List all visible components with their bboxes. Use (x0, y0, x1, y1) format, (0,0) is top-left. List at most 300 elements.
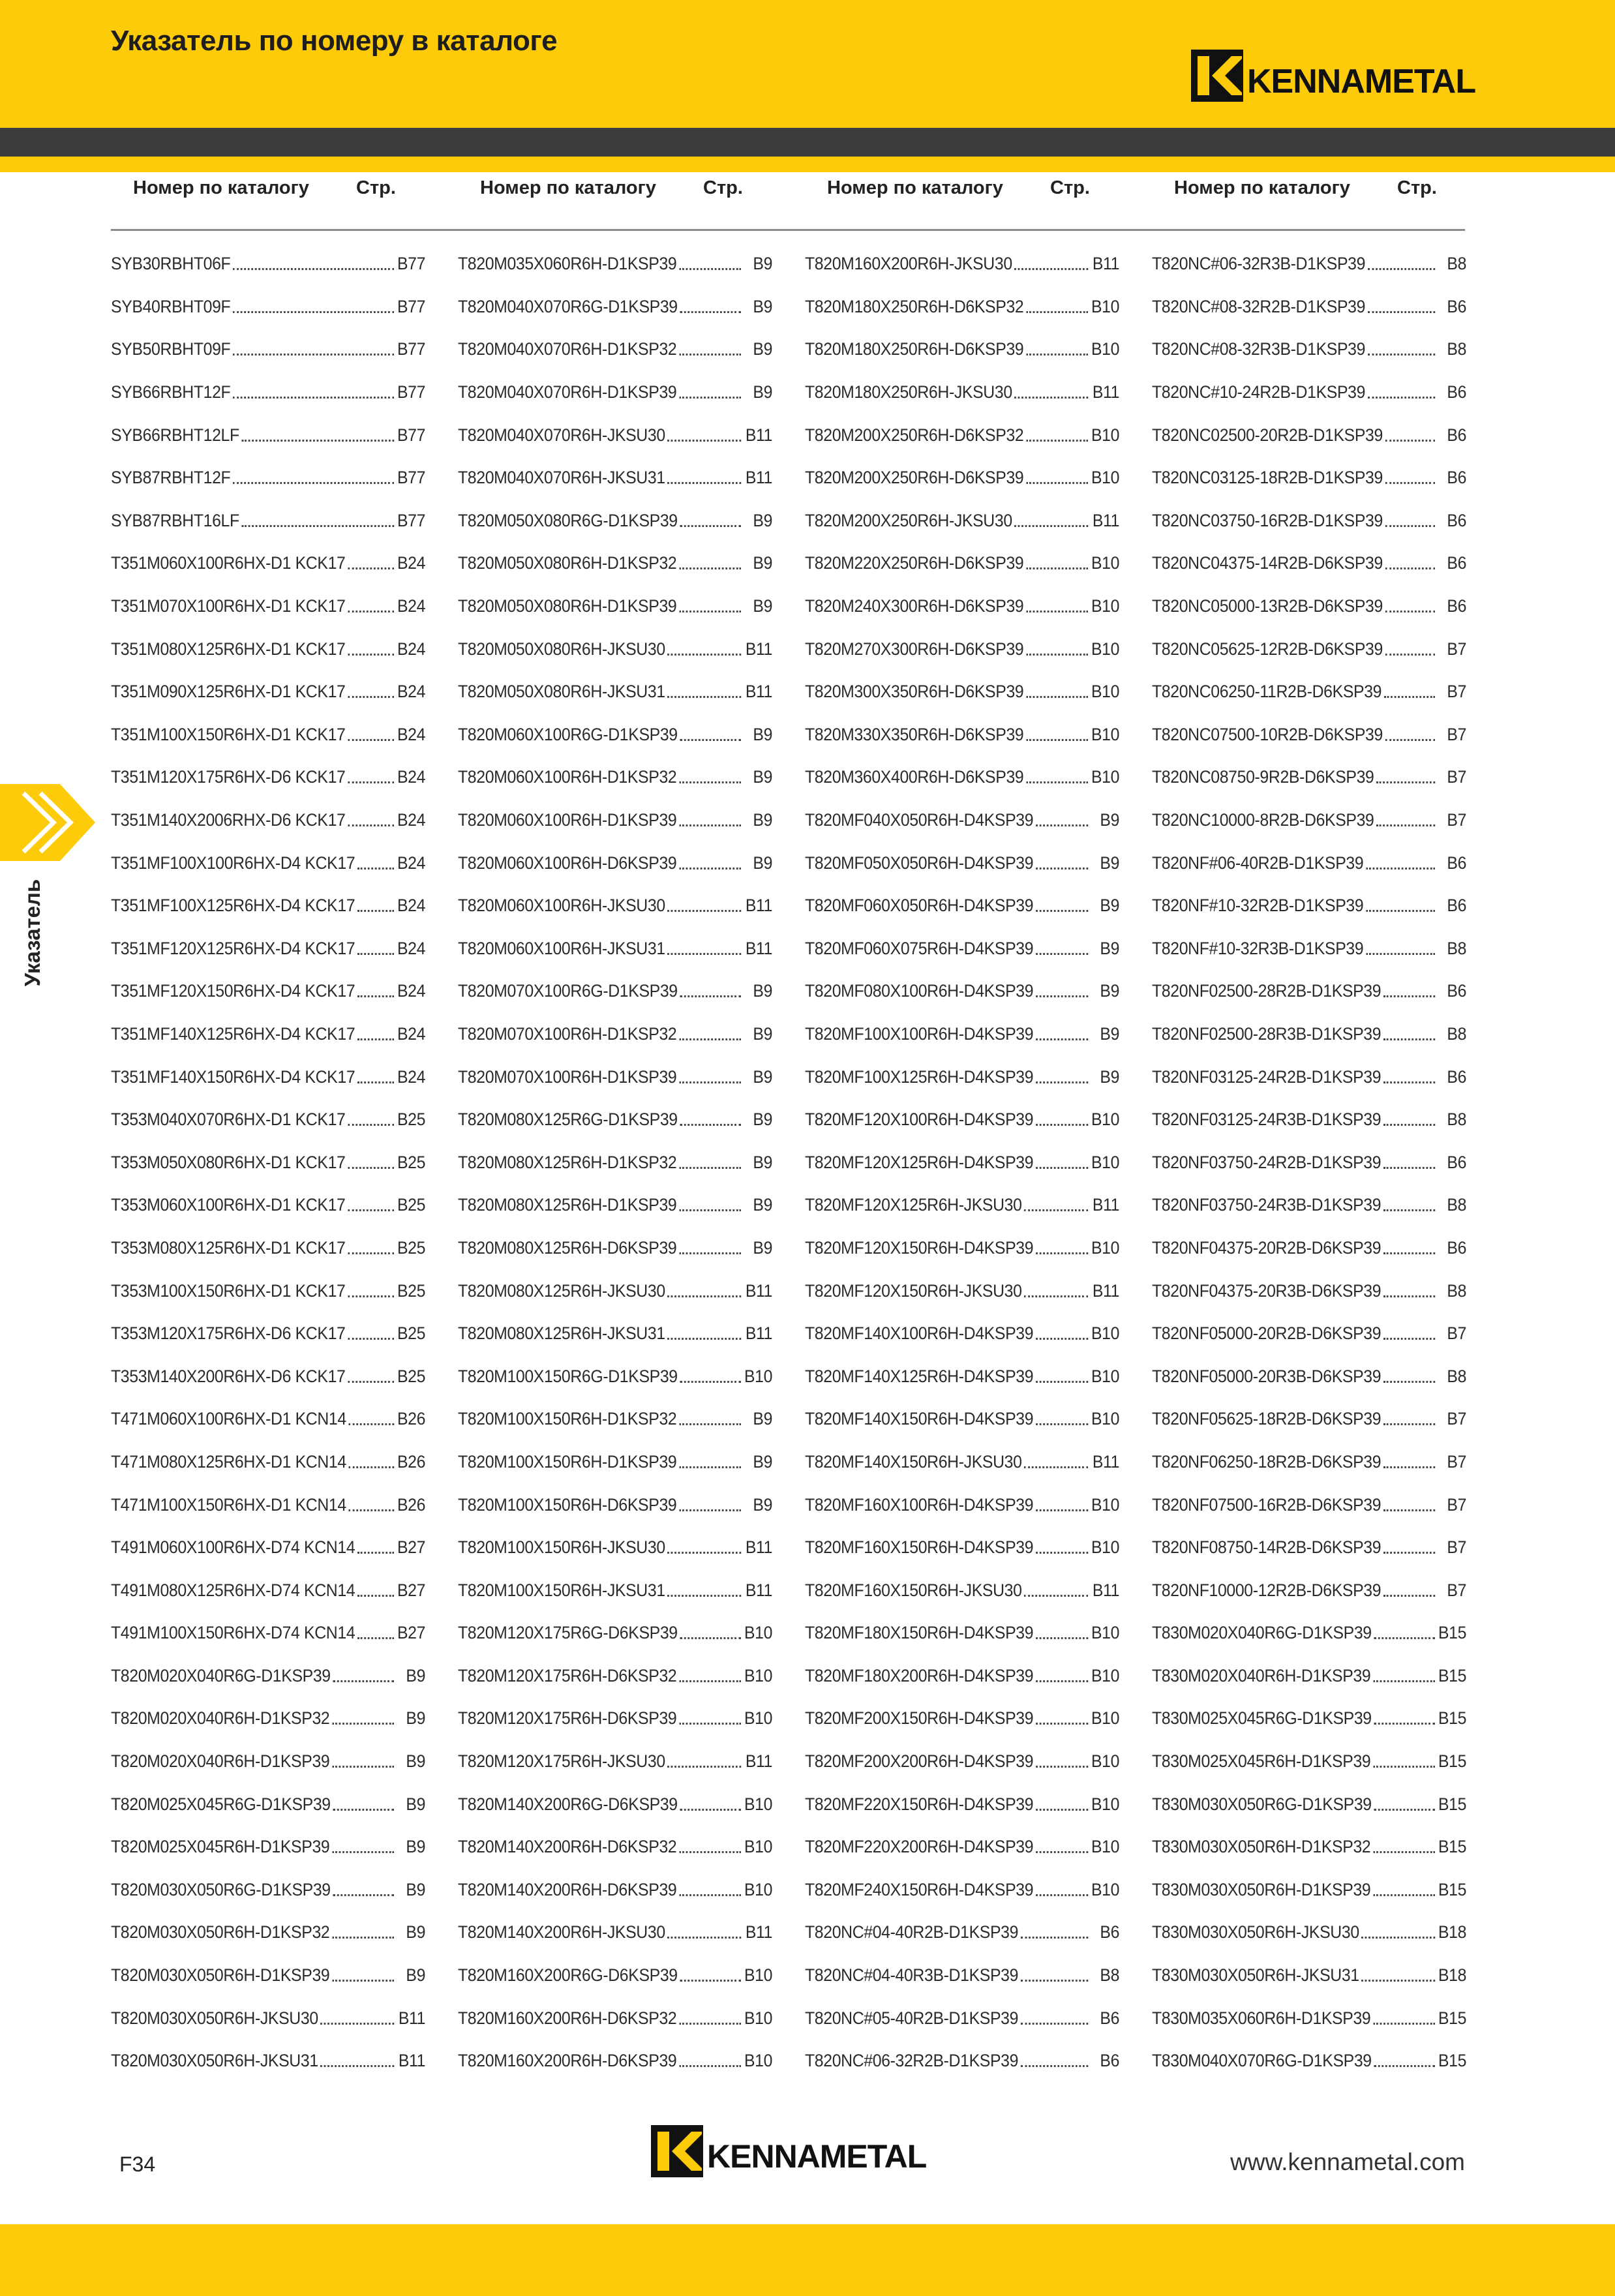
index-entry[interactable] (111, 756, 425, 799)
index-entry[interactable] (805, 1655, 1119, 1698)
index-entry[interactable] (458, 542, 772, 585)
catalog-number: T820M060X100R6H-JKSU30 (458, 896, 665, 916)
index-entry[interactable] (1152, 1398, 1466, 1441)
index-entry[interactable] (458, 841, 772, 884)
index-entry[interactable] (111, 2040, 425, 2083)
catalog-number: T820M040X070R6G-D1KSP39 (458, 296, 678, 316)
catalog-number: T820M120X175R6G-D6KSP39 (458, 1623, 678, 1643)
page-reference: B9 (753, 254, 773, 274)
index-entry[interactable] (1152, 1355, 1466, 1398)
catalog-number: T820MF120X150R6H-JKSU30 (805, 1280, 1022, 1301)
catalog-number: T820MF120X100R6H-D4KSP39 (805, 1110, 1034, 1130)
index-entry[interactable] (111, 884, 425, 928)
index-entry[interactable] (458, 328, 772, 371)
index-entry[interactable] (1152, 414, 1466, 457)
dot-leader (1385, 567, 1436, 569)
dot-leader (1368, 354, 1436, 355)
index-entry[interactable] (111, 585, 425, 628)
page-reference: B9 (753, 724, 773, 744)
catalog-number: T820MF100X100R6H-D4KSP39 (805, 1023, 1034, 1044)
index-entry[interactable] (111, 1141, 425, 1184)
catalog-number: T820M080X125R6H-D1KSP39 (458, 1195, 677, 1215)
dot-leader (1024, 1466, 1088, 1468)
dot-leader (1026, 482, 1088, 484)
index-entry[interactable] (805, 542, 1119, 585)
index-entry[interactable] (805, 1055, 1119, 1098)
index-entry[interactable] (805, 970, 1119, 1013)
index-entry[interactable] (458, 1697, 772, 1740)
catalog-number: T491M100X150R6HX-D74 KCN14 (111, 1623, 355, 1643)
index-entry[interactable] (1152, 243, 1466, 286)
page-reference: B10 (744, 1879, 773, 1899)
page-reference: B6 (1447, 981, 1467, 1001)
dot-leader (679, 868, 741, 869)
dot-leader (1374, 1723, 1435, 1725)
dot-leader (1368, 311, 1436, 313)
index-entry[interactable] (458, 928, 772, 971)
index-entry[interactable] (805, 286, 1119, 329)
dot-leader (667, 440, 741, 442)
index-entry[interactable] (458, 1441, 772, 1484)
page-reference: B11 (745, 938, 773, 958)
index-entry[interactable] (805, 841, 1119, 884)
dot-leader (680, 995, 741, 997)
index-entry[interactable] (458, 756, 772, 799)
index-entry[interactable] (458, 2040, 772, 2083)
index-entry[interactable] (805, 500, 1119, 543)
page-reference: B6 (1100, 1922, 1120, 1942)
index-entry[interactable] (458, 1269, 772, 1312)
dot-leader (1026, 440, 1088, 442)
index-entry[interactable] (111, 1783, 425, 1826)
index-entry[interactable] (111, 627, 425, 671)
index-entry[interactable] (458, 1398, 772, 1441)
index-entry[interactable] (111, 1483, 425, 1526)
index-entry[interactable] (805, 1740, 1119, 1783)
catalog-number: T820M140X200R6G-D6KSP39 (458, 1794, 678, 1814)
index-entry[interactable] (1152, 1483, 1466, 1526)
catalog-number: T820NC#04-40R3B-D1KSP39 (805, 1965, 1019, 1986)
page-reference: B25 (397, 1195, 426, 1215)
catalog-number: T820NF05000-20R3B-D6KSP39 (1152, 1366, 1381, 1386)
dot-leader (679, 1167, 741, 1169)
index-entry[interactable] (1152, 1997, 1466, 2040)
index-entry[interactable] (111, 1569, 425, 1612)
page-reference: B9 (406, 1665, 426, 1685)
page-reference: B6 (1447, 896, 1467, 916)
index-entry[interactable] (458, 371, 772, 414)
page-reference: B11 (398, 2008, 426, 2028)
index-entry[interactable] (1152, 286, 1466, 329)
page-reference: B24 (397, 1066, 426, 1087)
index-entry[interactable] (111, 542, 425, 585)
index-entry[interactable] (1152, 371, 1466, 414)
index-entry[interactable] (805, 1184, 1119, 1227)
index-entry[interactable] (458, 1483, 772, 1526)
index-entry[interactable] (111, 500, 425, 543)
index-entry[interactable] (111, 286, 425, 329)
index-entry[interactable] (805, 1612, 1119, 1655)
dot-leader (348, 1295, 394, 1297)
page-reference: B10 (744, 1965, 773, 1986)
index-entry[interactable] (1152, 1569, 1466, 1612)
index-entry[interactable] (111, 1997, 425, 2040)
index-entry[interactable] (458, 1526, 772, 1569)
index-entry[interactable] (1152, 1141, 1466, 1184)
index-entry[interactable] (458, 457, 772, 500)
index-entry[interactable] (111, 1826, 425, 1869)
index-entry[interactable] (458, 970, 772, 1013)
dot-leader (680, 1809, 741, 1811)
index-entry[interactable] (805, 1526, 1119, 1569)
chevron-right-icon[interactable] (0, 784, 95, 861)
kennametal-logo-footer[interactable] (651, 2125, 926, 2177)
catalog-number: T830M025X045R6G-D1KSP39 (1152, 1708, 1372, 1729)
index-entry[interactable] (1152, 799, 1466, 842)
index-entry[interactable] (805, 1312, 1119, 1355)
index-entry[interactable] (111, 671, 425, 714)
dot-leader (1385, 611, 1436, 612)
index-entry[interactable] (111, 970, 425, 1013)
index-entry[interactable] (805, 1269, 1119, 1312)
index-entry[interactable] (805, 1098, 1119, 1141)
index-entry[interactable] (111, 1013, 425, 1056)
index-entry[interactable] (805, 1954, 1119, 1997)
index-entry[interactable] (1152, 542, 1466, 585)
dot-leader (348, 1381, 394, 1383)
page-reference: B9 (753, 296, 773, 316)
index-entry[interactable] (1152, 1269, 1466, 1312)
index-entry[interactable] (458, 884, 772, 928)
page-reference: B7 (1447, 1580, 1467, 1600)
index-entry[interactable] (805, 1869, 1119, 1912)
index-entry[interactable] (805, 1483, 1119, 1526)
index-entry[interactable] (458, 714, 772, 757)
index-entry[interactable] (1152, 884, 1466, 928)
index-entry[interactable] (111, 1355, 425, 1398)
page-reference: B18 (1438, 1965, 1467, 1986)
catalog-number: T820NC#08-32R3B-D1KSP39 (1152, 339, 1366, 359)
brand-wordmark: KENNAMETAL (707, 2138, 927, 2175)
index-entry[interactable] (1152, 328, 1466, 371)
page-reference: B7 (1447, 682, 1467, 702)
index-entry[interactable] (805, 1441, 1119, 1484)
index-entry[interactable] (1152, 1441, 1466, 1484)
dot-leader (320, 2065, 394, 2067)
catalog-number: T820NC#08-32R2B-D1KSP39 (1152, 296, 1366, 316)
index-entry[interactable] (111, 1312, 425, 1355)
index-entry[interactable] (805, 2040, 1119, 2083)
index-entry[interactable] (1152, 1227, 1466, 1270)
index-entry[interactable] (1152, 1697, 1466, 1740)
index-entry[interactable] (1152, 585, 1466, 628)
page-reference: B11 (745, 682, 773, 702)
index-entry[interactable] (458, 500, 772, 543)
index-entry[interactable] (1152, 1740, 1466, 1783)
index-entry[interactable] (1152, 928, 1466, 971)
page-reference: B6 (1447, 853, 1467, 873)
index-entry[interactable] (1152, 627, 1466, 671)
index-entry[interactable] (111, 1740, 425, 1783)
index-entry[interactable] (805, 714, 1119, 757)
index-entry[interactable] (1152, 756, 1466, 799)
index-entry[interactable] (805, 671, 1119, 714)
index-entry[interactable] (111, 414, 425, 457)
dot-leader (1374, 1637, 1435, 1639)
index-entry[interactable] (1152, 1826, 1466, 1869)
catalog-number: T820M040X070R6H-JKSU30 (458, 425, 665, 445)
index-entry[interactable] (458, 1826, 772, 1869)
page-reference: B9 (406, 1965, 426, 1986)
catalog-number: T830M030X050R6H-JKSU30 (1152, 1922, 1359, 1942)
dot-leader (679, 1680, 741, 1682)
catalog-number: T820NF08750-14R2B-D6KSP39 (1152, 1537, 1381, 1558)
index-entry[interactable] (1152, 2040, 1466, 2083)
dot-leader (1036, 868, 1088, 869)
website-link[interactable]: www.kennametal.com (1230, 2149, 1465, 2175)
index-entry[interactable] (1152, 1655, 1466, 1698)
index-entry[interactable] (111, 1269, 425, 1312)
index-entry[interactable] (805, 884, 1119, 928)
index-entry[interactable] (805, 457, 1119, 500)
index-entry[interactable] (111, 841, 425, 884)
index-entry[interactable] (458, 243, 772, 286)
catalog-number: T351M100X150R6HX-D1 KCK17 (111, 724, 346, 744)
catalog-number: T820NF10000-12R2B-D6KSP39 (1152, 1580, 1381, 1600)
dot-leader (680, 525, 741, 527)
index-entry[interactable] (111, 1526, 425, 1569)
dot-leader (679, 397, 741, 399)
index-entry[interactable] (111, 1954, 425, 1997)
index-entry[interactable] (458, 1184, 772, 1227)
index-entry[interactable] (805, 1398, 1119, 1441)
index-entry[interactable] (805, 585, 1119, 628)
dot-leader (1383, 1167, 1435, 1169)
page-reference: B9 (1100, 853, 1120, 873)
index-entry[interactable] (805, 627, 1119, 671)
dot-leader (667, 696, 741, 698)
index-entry[interactable] (458, 1055, 772, 1098)
index-entry[interactable] (805, 1227, 1119, 1270)
index-entry[interactable] (458, 1141, 772, 1184)
index-entry[interactable] (111, 1869, 425, 1912)
index-entry[interactable] (111, 928, 425, 971)
dot-leader (1036, 1038, 1088, 1040)
index-entry[interactable] (805, 756, 1119, 799)
dot-leader (1383, 1252, 1435, 1254)
index-entry[interactable] (1152, 714, 1466, 757)
index-entry[interactable] (805, 371, 1119, 414)
page-reference: B7 (1447, 1323, 1467, 1344)
dot-leader (348, 654, 394, 656)
page-reference: B7 (1447, 1409, 1467, 1429)
index-entry[interactable] (805, 1911, 1119, 1954)
dot-leader (1036, 1809, 1088, 1811)
catalog-number: T830M040X070R6G-D1KSP39 (1152, 2051, 1372, 2071)
index-entry[interactable] (458, 1312, 772, 1355)
index-entry[interactable] (111, 243, 425, 286)
page-reference: B27 (397, 1623, 426, 1643)
dot-leader (679, 567, 741, 569)
page-reference: B9 (1100, 896, 1120, 916)
catalog-number: T820M040X070R6H-JKSU31 (458, 468, 665, 488)
dot-leader (667, 910, 741, 912)
index-entry[interactable] (111, 1055, 425, 1098)
dot-leader (679, 268, 741, 270)
catalog-number: T820M080X125R6G-D1KSP39 (458, 1110, 678, 1130)
index-entry[interactable] (458, 585, 772, 628)
catalog-number: T820NF02500-28R2B-D1KSP39 (1152, 981, 1381, 1001)
index-entry[interactable] (805, 799, 1119, 842)
index-entry[interactable] (805, 243, 1119, 286)
index-entry[interactable] (458, 799, 772, 842)
catalog-number: T820M050X080R6G-D1KSP39 (458, 510, 678, 530)
index-entry[interactable] (111, 714, 425, 757)
catalog-number: T820NC#05-40R2B-D1KSP39 (805, 2008, 1019, 2028)
index-entry[interactable] (805, 1997, 1119, 2040)
dot-leader (348, 1124, 394, 1126)
catalog-number: T820M160X200R6H-JKSU30 (805, 254, 1012, 274)
page-reference: B25 (397, 1152, 426, 1172)
page-reference: B10 (1091, 339, 1120, 359)
index-entry[interactable] (1152, 500, 1466, 543)
catalog-number: T830M020X040R6H-D1KSP39 (1152, 1665, 1371, 1685)
index-entry[interactable] (458, 1355, 772, 1398)
index-entry[interactable] (805, 1697, 1119, 1740)
catalog-number: T820M160X200R6H-D6KSP39 (458, 2051, 677, 2071)
index-entry[interactable] (1152, 457, 1466, 500)
column-header-page: Стр. (703, 177, 743, 198)
index-entry[interactable] (805, 328, 1119, 371)
dot-leader (348, 1167, 394, 1169)
page-reference: B15 (1438, 1879, 1467, 1899)
page-reference: B8 (1447, 1280, 1467, 1301)
dot-leader (320, 2023, 394, 2025)
index-entry[interactable] (805, 1355, 1119, 1398)
index-entry[interactable] (1152, 1312, 1466, 1355)
index-entry[interactable] (1152, 970, 1466, 1013)
dot-leader (1014, 397, 1088, 399)
index-entry[interactable] (805, 1569, 1119, 1612)
index-entry[interactable] (1152, 1612, 1466, 1655)
index-entry[interactable] (1152, 1911, 1466, 1954)
dot-leader (357, 1552, 394, 1554)
index-entry[interactable] (805, 928, 1119, 971)
index-entry[interactable] (111, 1612, 425, 1655)
catalog-number: T820M020X040R6H-D1KSP32 (111, 1708, 330, 1729)
index-entry[interactable] (805, 414, 1119, 457)
index-entry[interactable] (111, 1098, 425, 1141)
page-reference: B10 (744, 2008, 773, 2028)
index-entry[interactable] (1152, 671, 1466, 714)
page-reference: B9 (406, 1708, 426, 1729)
page-reference: B24 (397, 1023, 426, 1044)
index-entry[interactable] (458, 1783, 772, 1826)
catalog-number: T491M060X100R6HX-D74 KCN14 (111, 1537, 355, 1558)
index-entry[interactable] (805, 1013, 1119, 1056)
index-entry[interactable] (111, 457, 425, 500)
index-entry[interactable] (1152, 841, 1466, 884)
dot-leader (1036, 995, 1088, 997)
index-entry[interactable] (111, 1184, 425, 1227)
page-reference: B7 (1447, 1494, 1467, 1515)
catalog-number: T820NC03750-16R2B-D1KSP39 (1152, 510, 1383, 530)
index-entry[interactable] (111, 1655, 425, 1698)
index-entry[interactable] (1152, 1783, 1466, 1826)
catalog-number: T820M140X200R6H-D6KSP32 (458, 1837, 677, 1857)
index-entry[interactable] (111, 371, 425, 414)
index-entry[interactable] (458, 1227, 772, 1270)
index-entry[interactable] (111, 1441, 425, 1484)
page-reference: B9 (753, 1023, 773, 1044)
catalog-number: T351M090X125R6HX-D1 KCK17 (111, 682, 346, 702)
index-entry[interactable] (1152, 1869, 1466, 1912)
page-reference: B11 (745, 1280, 773, 1301)
index-entry[interactable] (458, 414, 772, 457)
index-entry[interactable] (111, 1911, 425, 1954)
page-reference: B10 (1091, 425, 1120, 445)
index-entry[interactable] (111, 328, 425, 371)
index-entry[interactable] (458, 671, 772, 714)
dot-leader (1373, 1766, 1435, 1768)
index-entry[interactable] (458, 286, 772, 329)
index-entry[interactable] (458, 1997, 772, 2040)
catalog-number: T353M120X175R6HX-D6 KCK17 (111, 1323, 346, 1344)
dot-leader (1036, 1124, 1088, 1126)
index-entry[interactable] (458, 1740, 772, 1783)
index-entry[interactable] (111, 1697, 425, 1740)
index-entry[interactable] (458, 1954, 772, 1997)
index-column-2 (458, 243, 772, 2083)
index-entry[interactable] (1152, 1526, 1466, 1569)
kennametal-logo[interactable] (1191, 50, 1475, 102)
index-entry[interactable] (111, 1398, 425, 1441)
page-reference: B6 (1447, 553, 1467, 573)
catalog-number: T820M100X150R6H-JKSU31 (458, 1580, 665, 1600)
index-entry[interactable] (458, 1569, 772, 1612)
index-entry[interactable] (805, 1783, 1119, 1826)
index-entry[interactable] (458, 1655, 772, 1698)
index-entry[interactable] (1152, 1055, 1466, 1098)
dot-leader (1036, 1338, 1088, 1340)
index-entry[interactable] (458, 1098, 772, 1141)
index-entry[interactable] (458, 1869, 772, 1912)
index-entry[interactable] (1152, 1013, 1466, 1056)
dot-leader (349, 1509, 395, 1511)
dot-leader (1036, 1552, 1088, 1554)
dot-leader (1036, 1637, 1088, 1639)
catalog-number: T820M100X150R6H-JKSU30 (458, 1537, 665, 1558)
catalog-number: T820M270X300R6H-D6KSP39 (805, 639, 1024, 659)
index-entry[interactable] (1152, 1954, 1466, 1997)
index-entry[interactable] (805, 1141, 1119, 1184)
dot-leader (357, 1081, 394, 1083)
index-entry[interactable] (111, 1227, 425, 1270)
index-entry[interactable] (458, 1013, 772, 1056)
page-reference: B10 (1091, 1837, 1120, 1857)
index-entry[interactable] (805, 1826, 1119, 1869)
index-entry[interactable] (111, 799, 425, 842)
side-tab-label[interactable]: Указатель (20, 879, 44, 987)
index-entry[interactable] (1152, 1184, 1466, 1227)
index-entry[interactable] (458, 627, 772, 671)
index-entry[interactable] (1152, 1098, 1466, 1141)
index-entry[interactable] (458, 1911, 772, 1954)
index-entry[interactable] (458, 1612, 772, 1655)
catalog-number: T820MF180X150R6H-D4KSP39 (805, 1623, 1034, 1643)
page-reference: B6 (1447, 468, 1467, 488)
page-reference: B24 (397, 896, 426, 916)
